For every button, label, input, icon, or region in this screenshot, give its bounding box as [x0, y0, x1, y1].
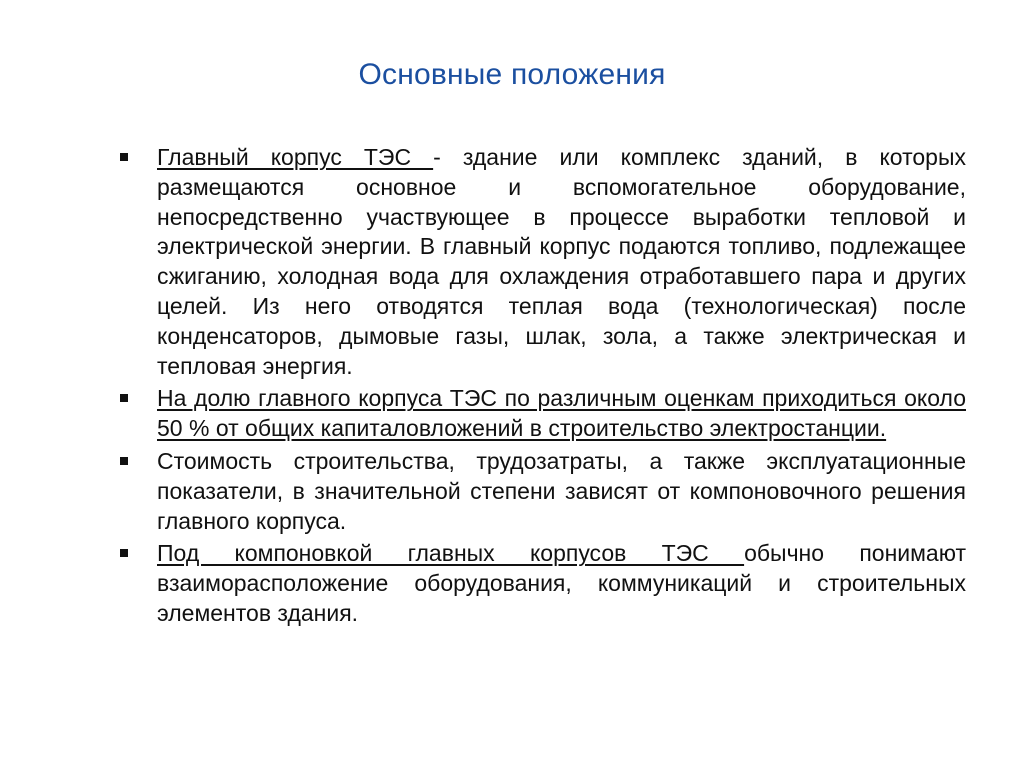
item-text: Стоимость строительства, трудозатраты, а также эксплуатационные показатели, в значительной степени зависят от компоновочного решения главного корпуса. [157, 447, 966, 534]
item-text: - здание или комплекс зданий, в которых размещаются основное и вспомогательное оборудование, непосредственно участвующее в процессе выработки тепловой и электрической энергии. В главный корпус подаются топливо, подлежащее сжиганию, холодная вода для охлаждения отработавшего пара и других целей. Из него отводятся теплая вода (технологическая) после конденсаторов, дымовые газы, шлак, зола, а также электрическая и тепловая энергия. [157, 144, 966, 379]
item-underlined-text: На долю главного корпуса ТЭС по различным оценкам приходиться около 50 % от общих капиталовложений в строительство электростанции. [157, 385, 966, 442]
square-bullet-icon [120, 394, 128, 402]
list-item [118, 447, 966, 536]
item-underlined-text: Главный корпус ТЭС [157, 144, 434, 170]
list-item [118, 539, 966, 628]
bullet-list [118, 143, 966, 632]
item-underlined-text: Под компоновкой главных корпусов ТЭС [157, 540, 745, 567]
item-text: обычно понимают взаиморасположение оборудования, коммуникаций и строительных элементов здания. [157, 540, 967, 626]
square-bullet-icon [120, 549, 128, 557]
list-item [118, 384, 966, 444]
square-bullet-icon [120, 153, 128, 161]
square-bullet-icon [120, 457, 128, 465]
slide-title: Основные положения [358, 58, 666, 91]
list-item [118, 143, 966, 381]
